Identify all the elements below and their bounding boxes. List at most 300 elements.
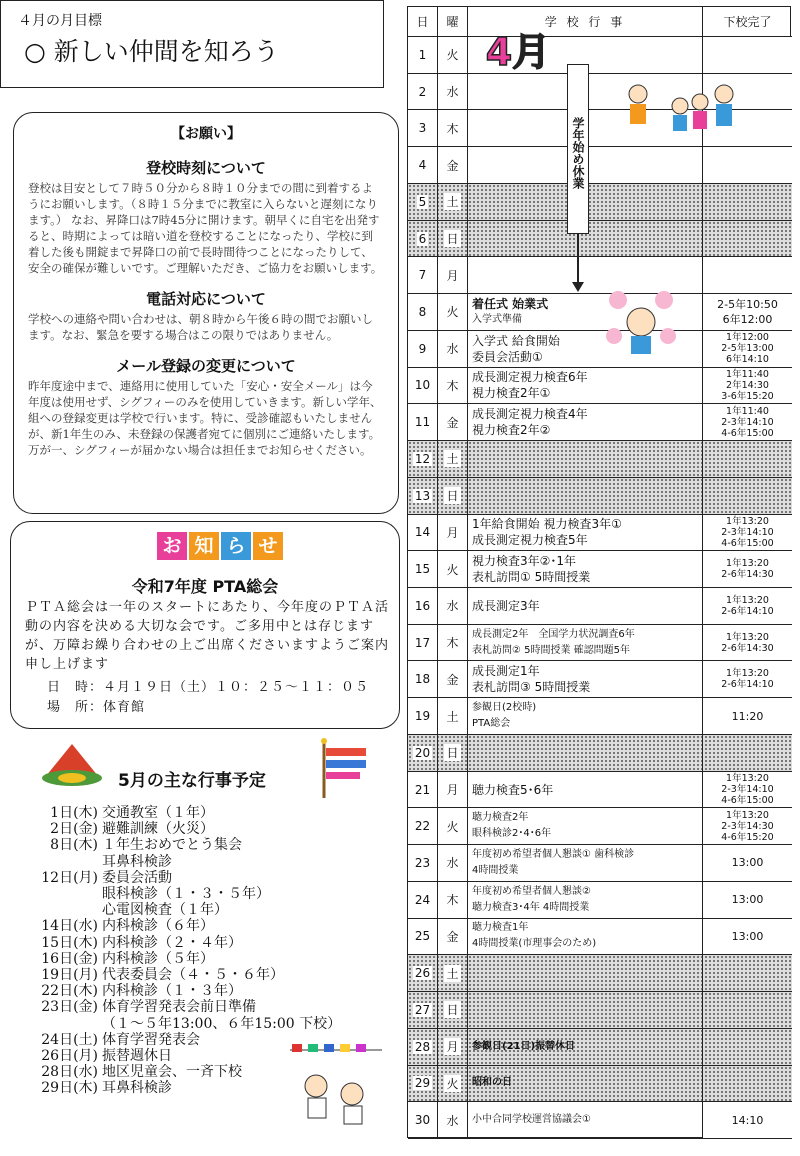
schedule-row	[408, 808, 792, 845]
day-cell	[408, 110, 438, 146]
day-cell	[408, 37, 438, 73]
weekday-cell	[438, 257, 468, 293]
pta-title: 令和7年度 PTA総会	[131, 577, 279, 596]
dismissal-cell	[702, 698, 792, 734]
may-event-text: 体育学習発表会	[102, 1031, 200, 1048]
weekday: 金	[446, 672, 459, 687]
schedule-row	[408, 1029, 792, 1066]
day-number: 22	[414, 819, 431, 834]
schedule-row	[408, 257, 792, 294]
dismissal-time: 1年13:20	[726, 558, 769, 570]
event-text: 4時間授業(市理事会のため)	[472, 938, 597, 950]
event-text: 眼科検診2･4･6年	[472, 828, 552, 840]
event-cell	[468, 955, 702, 991]
weekday-cell	[438, 515, 468, 551]
schedule-row	[408, 294, 792, 331]
schedule-row	[408, 184, 792, 221]
weekday-cell	[438, 147, 468, 183]
dismissal-time: 1年13:20	[726, 668, 769, 680]
weekday: 木	[446, 893, 459, 908]
schedule-row	[408, 551, 792, 588]
day-number: 15	[414, 562, 431, 577]
may-event-date: 22日(木)	[41, 983, 98, 1000]
schedule-row	[408, 992, 792, 1029]
event-text: 成長測定3年	[472, 598, 540, 613]
event-text: 年度初め希望者個人懇談②	[472, 885, 591, 897]
weekday-cell	[438, 184, 468, 220]
day-cell	[408, 368, 438, 404]
schedule-row	[408, 478, 792, 515]
notice-badge-char: ら	[221, 532, 251, 560]
weekday: 木	[446, 121, 459, 136]
event-text: 視力検査2年②	[472, 423, 551, 438]
schedule-row	[408, 368, 792, 405]
event-text: 委員会活動①	[472, 349, 543, 364]
walking-kids-icon	[624, 80, 740, 144]
day-cell	[408, 1029, 438, 1065]
kabuto-helmet-icon	[38, 738, 106, 788]
schedule-row	[408, 919, 792, 956]
weekday: 金	[446, 415, 459, 430]
event-text: 表札訪問③ 5時間授業	[472, 680, 591, 695]
event-cell	[468, 368, 702, 404]
dismissal-cell	[702, 845, 792, 881]
may-event-date: 1日(木)	[50, 805, 98, 821]
event-cell	[468, 551, 702, 587]
header-event: 学 校 行 事	[468, 7, 702, 37]
event-cell	[468, 1029, 702, 1065]
day-number: 27	[414, 1002, 431, 1017]
weekday-cell	[438, 221, 468, 257]
section-body: 学校への連絡や問い合わせは、朝８時から午後６時の間でお願いします。なお、緊急を要する場合はこの限りではありません。	[28, 312, 373, 342]
event-text: 表札訪問② 5時間授業 確認問題5年	[472, 644, 631, 656]
weekday-cell	[438, 845, 468, 881]
schedule-row	[408, 625, 792, 662]
day-cell	[408, 478, 438, 514]
dismissal-cell	[702, 1102, 792, 1138]
day-number: 11	[414, 415, 431, 430]
event-cell	[468, 441, 702, 477]
event-cell	[468, 404, 702, 440]
dismissal-cell	[702, 515, 792, 551]
dismissal-time: 14:10	[731, 1113, 764, 1127]
day-number: 23	[414, 855, 431, 870]
weekday: 月	[446, 1040, 459, 1055]
day-number: 1	[418, 47, 427, 62]
may-event-text: 心電図検査（１年）	[102, 902, 228, 919]
request-heading: 【お願い】	[171, 126, 241, 142]
day-number: 17	[414, 635, 431, 650]
day-cell	[408, 404, 438, 440]
dismissal-time: 3-6年15:20	[721, 390, 774, 402]
day-cell	[408, 331, 438, 367]
weekday-cell	[438, 992, 468, 1028]
day-number: 16	[414, 598, 431, 613]
dismissal-cell	[702, 1066, 792, 1102]
day-number: 26	[414, 966, 431, 981]
weekday: 水	[446, 1113, 459, 1128]
dismissal-cell	[702, 478, 792, 514]
event-text: 年度初め希望者個人懇談① 歯科検診	[472, 848, 635, 860]
schedule-row	[408, 845, 792, 882]
weekday: 火	[446, 305, 459, 320]
day-number: 18	[414, 672, 431, 687]
day-cell	[408, 147, 438, 183]
event-cell	[468, 625, 702, 661]
weekday-cell	[438, 551, 468, 587]
dismissal-time: 2-6年14:30	[721, 642, 774, 654]
event-cell	[468, 808, 702, 844]
dismissal-time: 2年14:30	[726, 379, 769, 391]
weekday-cell	[438, 441, 468, 477]
weekday-cell	[438, 37, 468, 73]
weekday: 土	[446, 452, 459, 467]
event-text: 小中合同学校運営協議会①	[472, 1114, 591, 1126]
dismissal-time: 1年13:20	[726, 515, 769, 527]
pta-body: ＰＴＡ総会は一年のスタートにあたり、今年度のＰＴＡ活動の内容を決める大切な会です。ご多用中とは存じますが、万障お繰り合わせの上ご出席くださいますようご案内申し上げます	[25, 600, 390, 672]
dismissal-cell	[702, 992, 792, 1028]
break-arrow-head	[572, 282, 584, 292]
section-body: 昨年度途中まで、連絡用に使用していた「安心・安全メール」は今年度は使用せず、シグフィーのみを使用していきます。新しい学年、組への登録変更は学校で行います。特に、受診確認もいたしませんが、新1年生のみ、未登録の保護者宛てに個別にご連絡いたします。万が一、シグフィーが届かない場合は担任までお知らせください。	[28, 379, 382, 457]
dismissal-cell	[702, 808, 792, 844]
schedule-row	[408, 147, 792, 184]
day-cell	[408, 184, 438, 220]
schedule-row	[408, 404, 792, 441]
weekday-cell	[438, 625, 468, 661]
weekday: 金	[446, 158, 459, 173]
weekday-cell	[438, 772, 468, 808]
weekday-cell	[438, 331, 468, 367]
section-title: 電話対応について	[146, 290, 266, 308]
sports-day-kids-icon	[286, 1042, 386, 1128]
day-cell	[408, 257, 438, 293]
schedule-row	[408, 441, 792, 478]
dismissal-time: 4-6年15:00	[721, 427, 774, 439]
event-text: 成長測定2年 全国学力状況調査6年	[472, 628, 635, 640]
break-arrow-line	[577, 234, 579, 284]
may-title: 5月の主な行事予定	[118, 771, 266, 791]
day-number: 8	[418, 304, 427, 319]
dismissal-time: 1年11:40	[726, 405, 769, 417]
may-event-date: 26日(月)	[41, 1048, 98, 1064]
weekday: 木	[446, 636, 459, 651]
carp-streamer-icon	[318, 738, 378, 800]
event-text: 聴力検査1年	[472, 922, 529, 934]
day-number: 28	[414, 1039, 431, 1054]
dismissal-time: 13:00	[731, 893, 764, 907]
event-text: 4時間授業	[472, 864, 519, 876]
dismissal-cell	[702, 294, 792, 330]
dismissal-cell	[702, 441, 792, 477]
event-cell	[468, 992, 702, 1028]
schedule-row	[408, 588, 792, 625]
day-cell	[408, 74, 438, 110]
may-event-text: １年生おめでとう集会	[102, 837, 242, 854]
weekday: 土	[446, 195, 459, 210]
event-cell	[468, 1102, 702, 1138]
may-event-text: 体育学習発表会前日準備	[102, 999, 256, 1016]
day-cell	[408, 661, 438, 697]
weekday: 火	[446, 1076, 459, 1091]
notice-box	[10, 521, 400, 729]
weekday: 水	[446, 599, 459, 614]
dismissal-time: 13:00	[731, 929, 764, 943]
request-box	[13, 112, 399, 514]
day-cell	[408, 845, 438, 881]
dismissal-time: 4-6年15:20	[721, 831, 774, 843]
day-number: 14	[414, 525, 431, 540]
weekday-cell	[438, 1102, 468, 1138]
may-event-date: 28日(水)	[41, 1064, 98, 1081]
weekday-cell	[438, 661, 468, 697]
day-number: 12	[414, 451, 431, 466]
event-text: 視力検査2年①	[472, 386, 551, 401]
may-event-date: 19日(月)	[41, 967, 98, 983]
weekday-cell	[438, 1066, 468, 1102]
weekday: 水	[446, 342, 459, 357]
schedule-row	[408, 1066, 792, 1103]
day-cell	[408, 955, 438, 991]
event-cell	[468, 698, 702, 734]
weekday: 日	[446, 1003, 459, 1018]
header-day: 日	[408, 7, 438, 37]
day-cell	[408, 221, 438, 257]
schedule-row	[408, 698, 792, 735]
may-event-text: （１～５年13:00、６年15:00 下校）	[102, 1015, 342, 1032]
event-text: 成長測定1年	[472, 664, 540, 679]
may-event-text: 避難訓練（火災）	[102, 821, 214, 838]
dismissal-cell	[702, 368, 792, 404]
dismissal-cell	[702, 221, 792, 257]
weekday: 月	[446, 525, 459, 540]
may-event-date: 24日(土)	[41, 1031, 98, 1048]
event-cell	[468, 478, 702, 514]
day-cell	[408, 294, 438, 330]
may-event-text: 内科検診（１・３年）	[102, 983, 242, 1000]
may-event-date: 8日(木)	[50, 837, 98, 854]
event-text: 表札訪問① 5時間授業	[472, 570, 591, 585]
day-cell	[408, 919, 438, 955]
event-text: 昭和の日	[472, 1077, 512, 1089]
may-event-text: 地区児童会、一斉下校	[102, 1064, 242, 1081]
weekday-cell	[438, 735, 468, 771]
event-text: 入学式 給食開始	[472, 333, 560, 348]
may-event-text: 内科検診（２・４年）	[102, 934, 242, 951]
weekday-cell	[438, 588, 468, 624]
monthly-goal-label: ４月の月目標	[18, 13, 102, 29]
dismissal-time: 2-6年14:10	[721, 679, 774, 691]
notice-badge-char: 知	[189, 532, 219, 560]
dismissal-cell	[702, 404, 792, 440]
dismissal-cell	[702, 257, 792, 293]
dismissal-time: 1年11:40	[726, 368, 769, 380]
notice-badge-char: お	[157, 532, 187, 560]
event-cell	[468, 661, 702, 697]
weekday: 土	[446, 709, 459, 724]
section-title: 登校時刻について	[146, 159, 266, 177]
schedule-row	[408, 735, 792, 772]
dismissal-cell	[702, 625, 792, 661]
schedule-row	[408, 661, 792, 698]
weekday: 火	[446, 48, 459, 63]
dismissal-cell	[702, 919, 792, 955]
dismissal-time: 11:20	[731, 709, 764, 723]
may-event-date: 29日(木)	[41, 1080, 98, 1097]
day-cell	[408, 625, 438, 661]
dismissal-time: 1年13:20	[726, 594, 769, 606]
monthly-goal-text: ○ 新しい仲間を知ろう	[24, 37, 279, 66]
weekday-cell	[438, 110, 468, 146]
weekday-cell	[438, 882, 468, 918]
dismissal-time: 2-6年14:30	[721, 569, 774, 581]
may-event-text: 耳鼻科検診	[102, 853, 172, 870]
dismissal-cell	[702, 955, 792, 991]
event-text: PTA総会	[472, 718, 511, 730]
day-cell	[408, 735, 438, 771]
dismissal-time: 1年13:20	[726, 773, 769, 785]
day-number: 5	[418, 194, 427, 209]
weekday-cell	[438, 74, 468, 110]
day-cell	[408, 441, 438, 477]
dismissal-time: 2-5年10:50	[717, 297, 778, 311]
monthly-goal-box	[0, 0, 384, 88]
event-cell	[468, 1066, 702, 1102]
event-text: 参観日(2校時)	[472, 702, 537, 714]
dismissal-time: 6年14:10	[726, 354, 769, 366]
dismissal-time: 2-3年14:10	[721, 526, 774, 538]
dismissal-time: 2-3年14:10	[721, 416, 774, 428]
event-cell	[468, 919, 702, 955]
dismissal-time: 6年12:00	[722, 312, 773, 326]
day-number: 9	[418, 341, 427, 356]
weekday: 月	[446, 783, 459, 798]
event-text: 視力検査3年②･1年	[472, 554, 577, 569]
weekday-cell	[438, 294, 468, 330]
event-cell	[468, 845, 702, 881]
day-number: 6	[418, 231, 427, 246]
header-dow: 曜	[438, 7, 468, 37]
dismissal-time: 1年13:20	[726, 809, 769, 821]
dismissal-cell	[702, 661, 792, 697]
day-number: 21	[414, 782, 431, 797]
day-number: 3	[418, 121, 427, 136]
schedule-row	[408, 331, 792, 368]
day-cell	[408, 772, 438, 808]
dismissal-cell	[702, 37, 792, 73]
may-event-text: 振替週休日	[102, 1048, 172, 1064]
dismissal-time: 2-5年13:00	[721, 343, 774, 355]
day-number: 29	[414, 1076, 431, 1091]
weekday: 火	[446, 819, 459, 834]
event-cell	[468, 735, 702, 771]
day-number: 25	[414, 929, 431, 944]
day-number: 13	[414, 488, 431, 503]
section-title: メール登録の変更について	[116, 357, 296, 375]
may-event-date: 14日(水)	[41, 918, 98, 935]
day-number: 10	[414, 378, 431, 393]
schedule-row	[408, 515, 792, 552]
dismissal-time: 13:00	[731, 856, 764, 870]
pta-date: 日 時：４月１９日（土）１０：２５～１１：０５	[47, 680, 370, 695]
weekday-cell	[438, 919, 468, 955]
schedule-row	[408, 772, 792, 809]
may-event-text: 委員会活動	[102, 869, 172, 886]
may-event-text: 代表委員会（４・５・６年）	[102, 967, 284, 983]
event-text: 成長測定視力検査4年	[472, 407, 588, 422]
may-event-date: 12日(月)	[41, 869, 98, 886]
may-event-text: 内科検診（５年）	[102, 950, 214, 967]
weekday-cell	[438, 808, 468, 844]
dismissal-cell	[702, 735, 792, 771]
weekday-cell	[438, 368, 468, 404]
may-event-date: 15日(木)	[41, 934, 98, 951]
weekday-cell	[438, 404, 468, 440]
day-number: 30	[414, 1113, 431, 1128]
may-event-date: 16日(金)	[41, 950, 98, 967]
schedule-row	[408, 37, 792, 74]
weekday-cell	[438, 478, 468, 514]
day-cell	[408, 992, 438, 1028]
day-cell	[408, 588, 438, 624]
day-number: 20	[414, 745, 431, 760]
may-event-text: 内科検診（６年）	[102, 918, 214, 935]
day-cell	[408, 882, 438, 918]
day-cell	[408, 1066, 438, 1102]
schedule-row	[408, 1102, 792, 1139]
weekday-cell	[438, 698, 468, 734]
header-dismissal: 下校完了	[702, 7, 792, 37]
section-body: 登校は目安として７時５０分から８時１０分までの間に到着するようにお願いします。（８時１５分までに教室に入らないと遅刻になります。） なお、昇降口は7時45分に開けます。朝早くに自宅を出発すると、時期によっては暗い道を登校することになったり、学校に到着した後も開錠まで昇降口の前で長時間待つことになったりして、安全の確保が難しいです。ご理解いただき、ご協力をお願いします。	[28, 181, 383, 275]
event-text: 参観日(21日)振替休日	[472, 1040, 576, 1052]
weekday: 水	[446, 856, 459, 871]
day-cell	[408, 515, 438, 551]
event-text: 聴力検査5･6年	[472, 782, 554, 797]
weekday: 水	[446, 85, 459, 100]
flower-kid-icon	[606, 286, 676, 358]
event-cell	[468, 772, 702, 808]
dismissal-time: 2-3年14:10	[721, 784, 774, 796]
schedule-row	[408, 221, 792, 258]
event-cell	[468, 882, 702, 918]
april-schedule-table	[407, 6, 791, 1138]
dismissal-time: 1年12:00	[726, 332, 769, 344]
event-text: 聴力検査2年	[472, 812, 529, 824]
day-number: 4	[418, 158, 427, 173]
event-text: 1年給食開始 視力検査3年①	[472, 517, 622, 532]
dismissal-cell	[702, 551, 792, 587]
dismissal-time: 2-3年14:30	[721, 820, 774, 832]
weekday: 木	[446, 378, 459, 393]
may-event-text: 交通教室（１年）	[102, 805, 214, 821]
dismissal-cell	[702, 882, 792, 918]
dismissal-cell	[702, 1029, 792, 1065]
day-number: 7	[418, 268, 427, 283]
day-cell	[408, 808, 438, 844]
event-cell	[468, 515, 702, 551]
day-number: 2	[418, 84, 427, 99]
day-cell	[408, 551, 438, 587]
weekday: 金	[446, 929, 459, 944]
schedule-row	[408, 882, 792, 919]
dismissal-cell	[702, 147, 792, 183]
day-number: 19	[414, 709, 431, 724]
weekday: 土	[446, 966, 459, 981]
event-text: 成長測定視力検査5年	[472, 533, 588, 548]
dismissal-cell	[702, 184, 792, 220]
weekday: 月	[446, 268, 459, 283]
dismissal-time: 4-6年15:00	[721, 795, 774, 807]
day-cell	[408, 698, 438, 734]
